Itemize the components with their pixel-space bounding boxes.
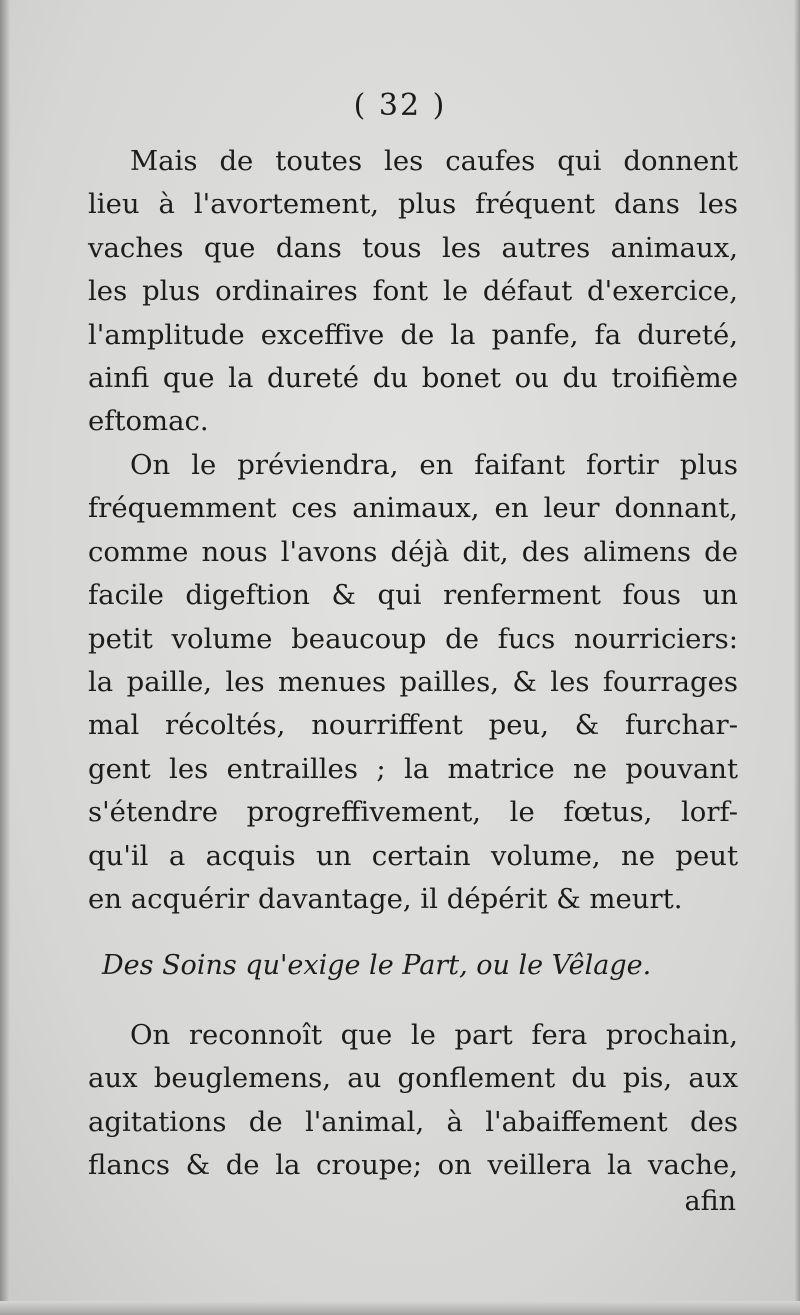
- text-line: la paille, les menues pailles, & les fourrages: [88, 666, 738, 699]
- text-line: On reconnoît que le part fera prochain,: [130, 1019, 738, 1051]
- text-line: gent les entrailles ; la matrice ne pouvant: [88, 752, 738, 785]
- catchword: afin: [684, 1186, 736, 1217]
- text-line: agitations de l'animal, à l'abaiffement des: [88, 1105, 738, 1138]
- paragraph-1: [88, 140, 738, 444]
- text-line: aux beuglemens, au gonflement du pis, aux: [88, 1062, 738, 1095]
- text-line: petit volume beaucoup de fucs nourriciers:: [88, 622, 738, 655]
- text-line: lieu à l'avortement, plus fréquent dans les: [88, 188, 738, 221]
- text-line: On le préviendra, en faifant fortir plus: [130, 449, 738, 481]
- text-line: s'étendre progreffivement, le fœtus, lorf-: [88, 796, 738, 829]
- text-line: l'amplitude exceffive de la panfe, fa dureté,: [88, 318, 738, 351]
- text-line: flancs & de la croupe; on veillera la vache,: [88, 1149, 738, 1182]
- text-line: vaches que dans tous les autres animaux,: [88, 231, 738, 264]
- page-number: ( 32 ): [353, 88, 447, 123]
- text-line: facile digeftion & qui renferment fous un: [88, 579, 738, 612]
- text-line: en acquérir davantage, il dépérit & meurt.: [88, 883, 683, 916]
- page-edge-left: [0, 0, 10, 1315]
- text-line: eftomac.: [88, 405, 209, 438]
- text-line: mal récoltés, nourriffent peu, & furchar-: [88, 709, 738, 742]
- text-line: comme nous l'avons déjà dit, des alimens de: [88, 535, 738, 568]
- text-line: ainfi que la dureté du bonet ou du troifième: [88, 362, 738, 395]
- page-edge-bottom: [0, 1301, 800, 1315]
- page-edge-right: [794, 0, 800, 1315]
- text-line: qu'il a acquis un certain volume, ne peut: [88, 839, 738, 872]
- text-line: les plus ordinaires font le défaut d'exercice,: [88, 275, 738, 308]
- text-line: Mais de toutes les caufes qui donnent: [130, 145, 738, 177]
- paragraph-3: [88, 1014, 738, 1188]
- section-heading: Des Soins qu'exige le Part, ou le Vêlage.: [102, 950, 652, 981]
- text-line: fréquemment ces animaux, en leur donnant,: [88, 492, 738, 525]
- paragraph-2: [88, 444, 738, 921]
